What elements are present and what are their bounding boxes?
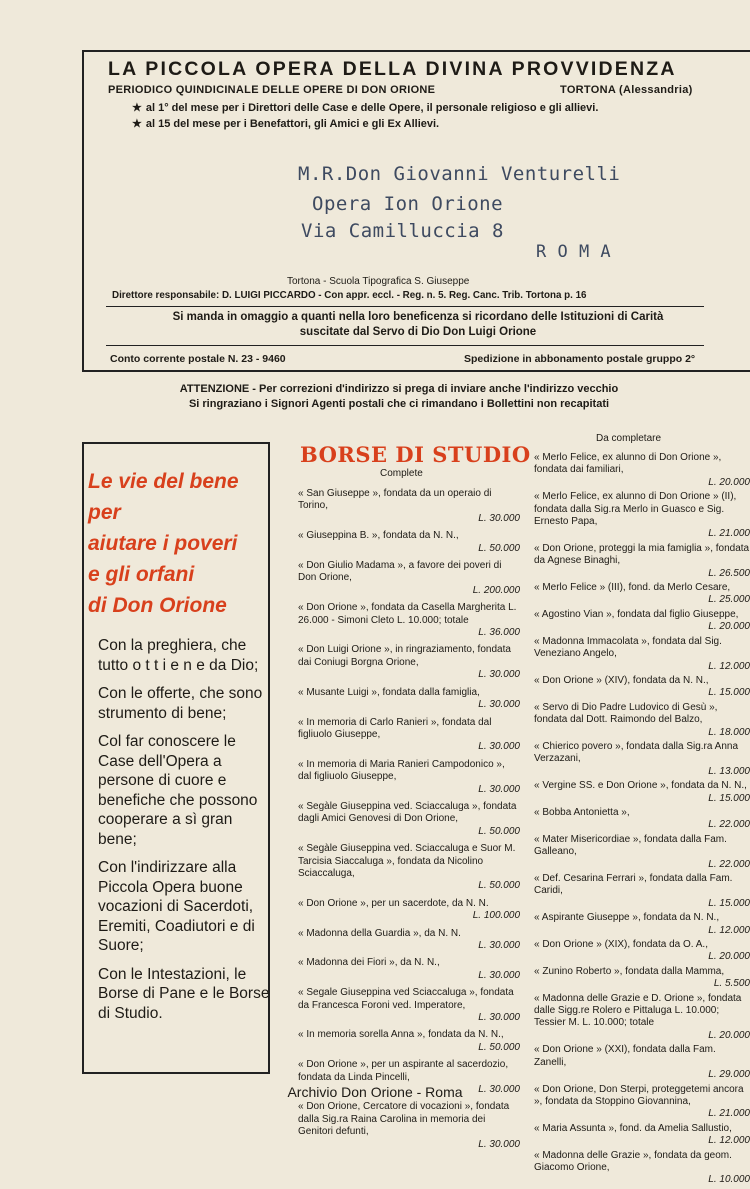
borsa-entry — [298, 898, 520, 923]
borsa-amount: L. 5.500 — [713, 978, 750, 990]
borsa-text: « Don Giulio Madama », a favore dei poveri di Don Orione, — [298, 560, 502, 584]
vie-paragraph: Con le offerte, che sono strumento di bene; — [98, 685, 263, 722]
borsa-entry — [298, 602, 520, 639]
borsa-entry — [534, 609, 750, 634]
borsa-text: « Don Orione, proteggi la mia famiglia », fondata da Agnese Binaghi, — [534, 542, 750, 567]
borsa-amount: L. 100.000 — [472, 910, 520, 922]
borsa-amount: L. 30.000 — [478, 969, 520, 981]
borsa-text: « Don Orione » (XXI), fondata dalla Fam. Zanelli, — [534, 1044, 716, 1068]
borsa-amount: L. 30.000 — [478, 699, 520, 711]
vie-title-line: Le vie del bene — [88, 470, 239, 493]
borsa-amount: L. 22.000 — [708, 819, 750, 831]
borsa-text: « Madonna della Guardia », da N. N. — [298, 927, 461, 939]
borsa-text: « Madonna delle Grazie e D. Orione », fondata dalle Sigg.re Rolero e Pittaluga L. 10.000; Tessier M. L. 10.000; totale — [534, 992, 742, 1029]
borsa-entry — [534, 1123, 750, 1148]
borsa-amount: L. 30.000 — [478, 783, 520, 795]
borsa-amount: L. 20.000 — [708, 1029, 750, 1041]
borsa-text: « Servo di Dio Padre Ludovico di Gesù », fondata dal Dott. Raimondo del Balzo, — [534, 701, 718, 726]
borsa-text: « Don Orione, Cercatore di vocazioni », fondata dalla Sig.ra Raina Carolina in memoria dei Genitori defunti, — [298, 1101, 510, 1138]
address-name: M.R.Don Giovanni Venturelli — [298, 163, 621, 185]
borsa-entry — [534, 873, 750, 910]
borsa-text: « Zunino Roberto », fondata dalla Mamma, — [534, 965, 725, 977]
periodical-subtitle: PERIODICO QUINDICINALE DELLE OPERE DI DON ORIONE — [108, 84, 436, 96]
borsa-text: « Aspirante Giuseppe », fondata da N. N., — [534, 912, 720, 924]
frequency-line-2: ★ al 15 del mese per i Benefattori, gli Amici e gli Ex Allievi. — [132, 118, 440, 130]
borsa-text: « Mater Misericordiae », fondata dalla Fam. Galleano, — [534, 833, 727, 858]
borsa-entry — [534, 1150, 750, 1187]
borsa-amount: L. 20.000 — [708, 621, 750, 633]
borsa-text: « In memoria di Carlo Ranieri », fondata dal figliuolo Giuseppe, — [298, 716, 492, 740]
borsa-text: « Merlo Felice » (III), fond. da Merlo Cesare, — [534, 582, 731, 594]
borsa-text: « San Giuseppe », fondata da un operaio di Torino, — [298, 488, 492, 512]
star-icon: ★ — [132, 102, 142, 114]
borsa-amount: L. 21.000 — [708, 528, 750, 540]
borsa-text: « Merlo Felice, ex alunno di Don Orione » (II), fondata dalla Sig.ra Merlo in Guasco e Sig. Ernesto Papa, — [534, 491, 737, 528]
borsa-entry — [298, 987, 520, 1024]
complete-label: Complete — [380, 468, 423, 479]
address-city: R O M A — [536, 242, 612, 262]
vie-title-line: per — [88, 501, 121, 524]
borsa-text: « Bobba Antonietta », — [534, 806, 630, 818]
borsa-amount: L. 25.000 — [708, 594, 750, 606]
borsa-text: « Madonna Immacolata », fondata dal Sig. Veneziano Angelo, — [534, 635, 722, 660]
borsa-entry — [298, 957, 520, 982]
periodical-location: TORTONA (Alessandria) — [560, 84, 693, 96]
printer-line: Tortona - Scuola Tipografica S. Giuseppe — [287, 276, 470, 287]
borsa-amount: L. 22.000 — [708, 858, 750, 870]
divider — [106, 306, 704, 307]
borsa-text: « Maria Assunta », fond. da Amelia Sallustio, — [534, 1122, 732, 1134]
borsa-entry — [534, 543, 750, 580]
borsa-text: « Agostino Vian », fondata dal figlio Giuseppe, — [534, 608, 739, 620]
borsa-entry — [534, 807, 750, 832]
periodical-title: LA PICCOLA OPERA DELLA DIVINA PROVVIDENZA — [108, 58, 677, 80]
borsa-amount: L. 30.000 — [478, 1012, 520, 1024]
borsa-entry — [534, 452, 750, 489]
borsa-text: « Merlo Felice, ex alunno di Don Orione », fondata dai familiari, — [534, 452, 722, 476]
borsa-text: « Segale Giuseppina ved Sciaccaluga », fondata da Francesca Foroni ved. Imperatore, — [298, 987, 514, 1011]
borsa-text: « Don Luigi Orione », in ringraziamento, fondata dai Coniugi Borgna Orione, — [298, 644, 511, 668]
attenzione-notice: ATTENZIONE - Per correzioni d'indirizzo si prega di inviare anche l'indirizzo vecchio Si ringraziano i Signori Agenti postali che ci rimandano i Bollettini non recapitati — [179, 383, 619, 410]
borsa-entry — [534, 993, 750, 1043]
borsa-text: « Musante Luigi », fondata dalla famiglia, — [298, 686, 480, 698]
da-completare-list — [534, 452, 750, 1189]
vie-title-line: aiutare i poveri — [88, 532, 238, 555]
divider — [106, 345, 704, 346]
borsa-entry — [534, 636, 750, 673]
borsa-entry — [534, 1044, 750, 1081]
borsa-entry — [298, 928, 520, 953]
borsa-amount: L. 30.000 — [478, 940, 520, 951]
vie-del-bene-body — [98, 636, 270, 1032]
borsa-amount: L. 30.000 — [478, 1138, 520, 1150]
borsa-entry — [534, 966, 750, 991]
borsa-amount: L. 18.000 — [708, 726, 750, 738]
borsa-text: « Segàle Giuseppina ved. Sciaccaluga e Suor M. Tarcisia Siaccaluga », fondata da Nicolino Sciaccaluga, — [298, 843, 516, 879]
borsa-entry — [534, 675, 750, 700]
borsa-text: « Don Orione » (XIV), fondata da N. N., — [534, 674, 709, 686]
vie-paragraph: Con la preghiera, che tutto o t t i e n e da Dio; — [98, 637, 259, 674]
borsa-text: « In memoria di Maria Ranieri Campodonico », dal figliuolo Giuseppe, — [298, 758, 505, 783]
conto-corrente: Conto corrente postale N. 23 - 9460 — [110, 353, 286, 365]
borsa-amount: L. 36.000 — [478, 627, 520, 639]
borsa-amount: L. 20.000 — [708, 951, 750, 963]
borsa-text: « Don Orione », fondata da Casella Margherita L. 26.000 - Simoni Cleto L. 10.000; totale — [298, 602, 517, 626]
borsa-amount: L. 50.000 — [478, 825, 520, 837]
borsa-amount: L. 12.000 — [708, 1135, 750, 1147]
borsa-text: « Segàle Giuseppina ved. Sciaccaluga », fondata dagli Amici Genovesi di Don Orione, — [298, 800, 517, 825]
borsa-entry — [298, 530, 520, 555]
borsa-amount: L. 30.000 — [478, 512, 520, 524]
borsa-text: « Madonna delle Grazie », fondata da geom. Giacomo Orione, — [534, 1149, 732, 1173]
borsa-amount: L. 50.000 — [478, 880, 520, 892]
borsa-amount: L. 30.000 — [478, 669, 520, 681]
da-completare-label: Da completare — [596, 433, 662, 444]
vie-paragraph: Con l'indirizzare alla Piccola Opera buone vocazioni di Sacerdoti, Eremiti, Coadiutori e di Suore; — [98, 859, 255, 954]
borsa-amount: L. 15.000 — [708, 687, 750, 699]
borsa-amount: L. 50.000 — [478, 1041, 520, 1053]
borsa-entry — [298, 687, 520, 712]
borsa-text: « Def. Cesarina Ferrari », fondata dalla Fam. Caridi, — [534, 873, 733, 897]
borsa-text: « Don Orione, Don Sterpi, proteggetemi ancora », fondata da Stoppino Giovannina, — [534, 1083, 744, 1107]
borsa-entry — [534, 702, 750, 739]
address-street: Via Camilluccia 8 — [301, 220, 504, 242]
borsa-amount: L. 30.000 — [478, 1084, 520, 1096]
vie-paragraph: Col far conoscere le Case dell'Opera a persone di cuore e benefiche che possono cooperare a sì gran bene; — [98, 733, 258, 848]
director-line: Direttore responsabile: D. LUIGI PICCARDO - Con appr. eccl. - Reg. n. 5. Reg. Canc. Trib. Tortona p. 16 — [112, 290, 587, 301]
borsa-amount: L. 20.000 — [708, 476, 750, 488]
borsa-text: « Vergine SS. e Don Orione », fondata da N. N., — [534, 780, 747, 792]
borsa-entry — [298, 717, 520, 754]
borsa-amount: L. 12.000 — [708, 660, 750, 672]
frequency-line-1: ★ al 1° del mese per i Direttori delle Case e delle Opere, il personale religioso e gli allievi. — [132, 102, 599, 114]
vie-paragraph: Con le Intestazioni, le Borse di Pane e le Borse di Studio. — [98, 965, 270, 1022]
borsa-amount: L. 50.000 — [478, 542, 520, 554]
borsa-entry — [534, 582, 750, 607]
borsa-amount: L. 13.000 — [708, 765, 750, 777]
vie-title-line: e gli orfani — [88, 563, 195, 586]
borsa-entry — [298, 1029, 520, 1054]
complete-list — [298, 488, 520, 1156]
star-icon: ★ — [132, 118, 142, 130]
borsa-text: « Chierico povero », fondata dalla Sig.ra Anna Verzazani, — [534, 740, 739, 765]
borsa-amount: L. 10.000 — [708, 1174, 750, 1186]
borsa-entry — [534, 780, 750, 805]
borsa-entry — [534, 741, 750, 778]
borsa-entry — [534, 834, 750, 871]
archive-label: Archivio Don Orione - Roma — [287, 1084, 463, 1100]
borsa-text: « Don Orione », per un sacerdote, da N. N. — [298, 897, 489, 909]
borsa-entry — [298, 1101, 520, 1151]
borsa-amount: L. 15.000 — [708, 792, 750, 804]
spedizione: Spedizione in abbonamento postale gruppo 2° — [464, 353, 696, 365]
borsa-entry — [298, 488, 520, 525]
borsa-entry — [298, 843, 520, 893]
borsa-entry — [298, 644, 520, 681]
borsa-entry — [298, 560, 520, 597]
borsa-text: « Madonna dei Fiori », da N. N., — [298, 957, 440, 969]
borsa-entry — [534, 912, 750, 937]
borsa-amount: L. 21.000 — [708, 1108, 750, 1120]
borsa-amount: L. 12.000 — [708, 924, 750, 936]
borse-title: BORSE DI STUDIO — [300, 442, 531, 467]
vie-del-bene-title — [88, 466, 268, 621]
vie-title-line: di Don Orione — [88, 594, 227, 617]
address-organization: Opera Ion Orione — [312, 193, 504, 215]
borsa-entry — [298, 759, 520, 796]
borsa-amount: L. 15.000 — [708, 897, 750, 909]
borsa-amount: L. 29.000 — [708, 1069, 750, 1081]
borsa-text: « Don Orione », per un aspirante al sacerdozio, fondata da Linda Pincelli, — [298, 1059, 509, 1083]
borsa-entry — [534, 491, 750, 541]
borsa-amount: L. 26.500 — [708, 567, 750, 579]
borsa-amount: L. 200.000 — [472, 584, 520, 596]
omaggio-text: Si manda in omaggio a quanti nella loro beneficenza si ricordano delle Istituzioni di Carità suscitate dal Servo di Dio Don Luigi Orione — [172, 311, 664, 338]
borsa-text: « In memoria sorella Anna », fondata da N. N., — [298, 1029, 504, 1041]
borsa-amount: L. 30.000 — [478, 741, 520, 753]
borsa-entry — [534, 939, 750, 964]
borsa-entry — [298, 801, 520, 838]
borsa-text: « Don Orione » (XIX), fondata da O. A., — [534, 939, 708, 951]
borsa-text: « Giuseppina B. », fondata da N. N., — [298, 530, 459, 542]
